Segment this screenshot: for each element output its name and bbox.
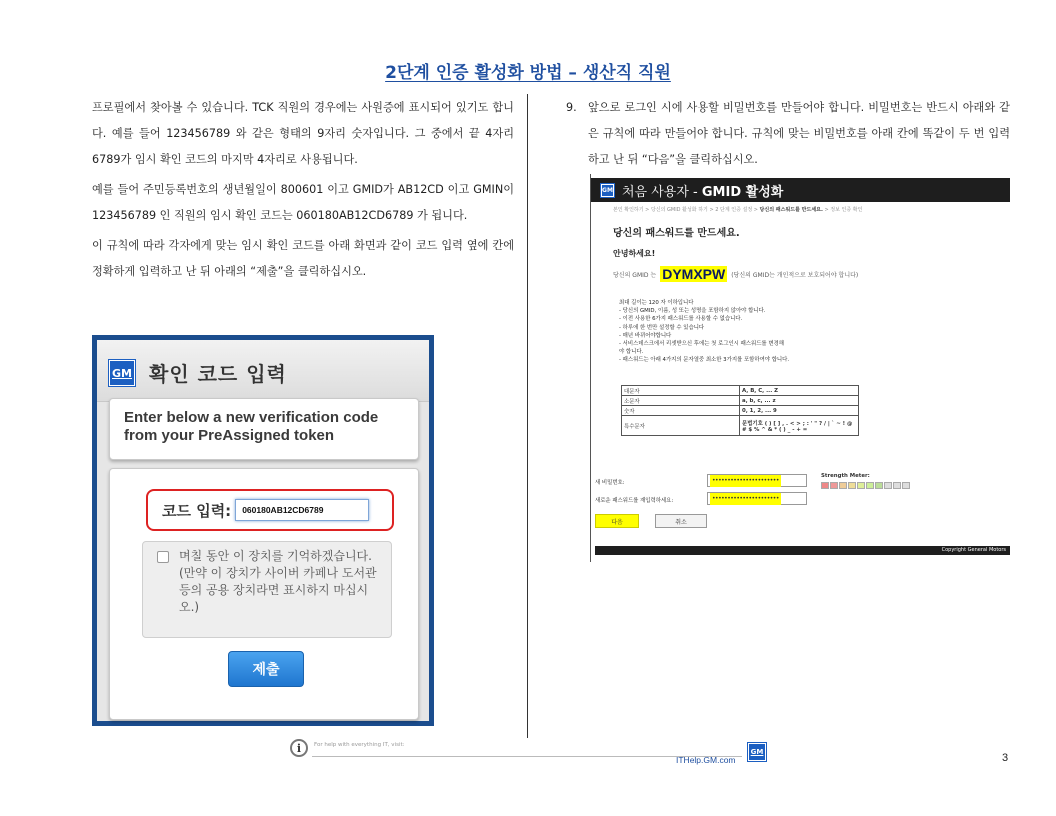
paragraph-enter-instruction: 이 규칙에 따라 각자에게 맞는 임시 확인 코드를 아래 화면과 같이 코드 입력 옆에 칸에 정확하게 입력하고 난 뒤 아래의 “제출”을 클릭하십시오.: [92, 239, 514, 278]
table-cell-value: 문법기호 ( ) [ ] , . < > ; : ' " ? / | ` ~ ! @ # $ % ^ & * ( ) _ - + =: [740, 416, 859, 436]
verification-header: [97, 340, 429, 402]
rule-line: 야 합니다.: [619, 349, 644, 356]
step-number: 9.: [566, 101, 577, 114]
paragraph-gmin-explanation: 프로필에서 찾아볼 수 있습니다. TCK 직원의 경우에는 사원증에 표시되어 있기도 합니다. 예를 들어 123456789 와 같은 형태의 9자리 숫자입니다. 그 중에서 끝 4자리 6789가 임시 확인 코드의 마지막 4자리로 사용됩니다.: [92, 101, 514, 166]
gm-logo-icon: GM: [748, 743, 766, 761]
confirm-password-label: 새로운 패스워드를 재입력하세요:: [595, 498, 674, 504]
table-cell-label: 대문자: [622, 386, 740, 396]
verification-panel: [109, 468, 419, 720]
gmid-title: 처음 사용자 - GMID 활성화: [622, 184, 784, 200]
help-url-link[interactable]: ITHelp.GM.com: [676, 755, 736, 765]
verification-instruction: Enter below a new verification code from your PreAssigned token: [109, 398, 419, 460]
breadcrumb: 본인 확인하기 > 당신의 GMID 활성화 하기 > 2 단계 인증 설정 > 당신의 패스워드를 만드세요. > 정보 인증 확인: [613, 207, 863, 213]
password-rules: [619, 299, 859, 365]
remember-device-label: 며칠 동안 이 장치를 기억하겠습니다. (만약 이 장치가 사이버 카페나 도서관 등의 공용 장치라면 표시하지 마십시오.): [179, 549, 377, 614]
next-button[interactable]: 다음: [595, 514, 639, 528]
page-number: 3: [1002, 752, 1009, 764]
new-password-label: 새 비밀번호:: [595, 480, 625, 486]
left-column: [92, 95, 514, 289]
column-divider: [527, 94, 528, 738]
confirm-password-input[interactable]: ••••••••••••••••••••••: [707, 492, 807, 505]
verification-title: 확인 코드 입력: [149, 362, 287, 386]
code-entry-input[interactable]: 060180AB12CD6789: [235, 499, 369, 521]
gm-logo-icon: GM: [601, 184, 614, 197]
table-row: [622, 406, 859, 416]
strength-meter: [821, 482, 910, 489]
rule-line: - 이전 사용한 6가지 패스워드를 사용할 수 없습니다.: [619, 316, 743, 323]
password-heading: 당신의 패스워드를 만드세요.: [613, 228, 740, 239]
code-entry-label: 코드 입력:: [162, 501, 232, 520]
rule-line: - 당신의 GMID, 이름, 성 또는 성명을 포함하지 않아야 합니다.: [619, 308, 766, 315]
gmid-prefix: 당신의 GMID 는: [613, 271, 657, 279]
paragraph-code-example: 예를 들어 주민등록번호의 생년월일이 800601 이고 GMID가 AB12CD 이고 GMIN이 123456789 인 직원의 임시 확인 코드는 060180AB12CD6789 가 됩니다.: [92, 183, 514, 222]
code-entry-row: [146, 489, 394, 531]
gmid-suffix: (당신의 GMID는 개인적으로 보호되어야 합니다): [731, 271, 859, 279]
submit-button[interactable]: 제출: [228, 651, 304, 687]
rule-line: - 패스워드는 아래 4가지의 문자열중 최소한 3가지를 포함하여야 합니다.: [619, 357, 790, 364]
paragraph-password-instruction: 앞으로 로그인 시에 사용할 비밀번호를 만들어야 합니다. 비밀번호는 반드시 아래와 같은 규칙에 따라 만들어야 합니다. 규칙에 맞는 비밀번호를 아래 칸에 똑같이 두 번 입력하고 난 뒤 “다음”을 클릭하십시오.: [588, 101, 1010, 166]
remember-device-checkbox[interactable]: [157, 551, 169, 563]
rule-line: - 하루에 한 번만 설정할 수 있습니다: [619, 324, 705, 331]
table-row: [622, 386, 859, 396]
table-row: [622, 396, 859, 406]
gmid-titlebar: [591, 178, 1010, 202]
table-cell-value: a, b, c, ... z: [740, 396, 859, 406]
rule-line: 최대 길이는 120 자 이하입니다: [619, 300, 694, 306]
copyright-bar: Copyright General Motors: [595, 546, 1010, 555]
table-cell-label: 숫자: [622, 406, 740, 416]
remember-device-box: [142, 541, 392, 638]
table-cell-label: 소문자: [622, 396, 740, 406]
table-cell-label: 특수문자: [622, 416, 740, 436]
new-password-input[interactable]: ••••••••••••••••••••••: [707, 474, 807, 487]
verification-code-screenshot: [92, 335, 434, 726]
table-cell-value: 0, 1, 2, ... 9: [740, 406, 859, 416]
help-text: For help with everything IT, visit:: [314, 742, 405, 748]
gm-logo-icon: GM: [109, 360, 135, 386]
gmid-value: DYMXPW: [662, 266, 726, 282]
greeting: 안녕하세요!: [613, 249, 656, 258]
gmid-activation-screenshot: [590, 174, 1009, 562]
rule-line: - 매년 바뀌어야합니다: [619, 332, 672, 339]
gmid-row: [613, 266, 858, 282]
document-title: 2단계 인증 활성화 방법 – 생산직 직원: [385, 63, 671, 83]
rule-line: - 서비스데스크에서 리셋받으신 후에는 첫 로그인시 패스워드를 변경해: [619, 341, 784, 348]
right-column: [566, 95, 1010, 173]
strength-meter-label: Strength Meter:: [821, 473, 870, 479]
table-cell-value: A, B, C, ... Z: [740, 386, 859, 396]
cancel-button[interactable]: 취소: [655, 514, 707, 528]
info-icon: i: [290, 739, 308, 757]
character-class-table: [621, 385, 859, 436]
table-row: [622, 416, 859, 436]
